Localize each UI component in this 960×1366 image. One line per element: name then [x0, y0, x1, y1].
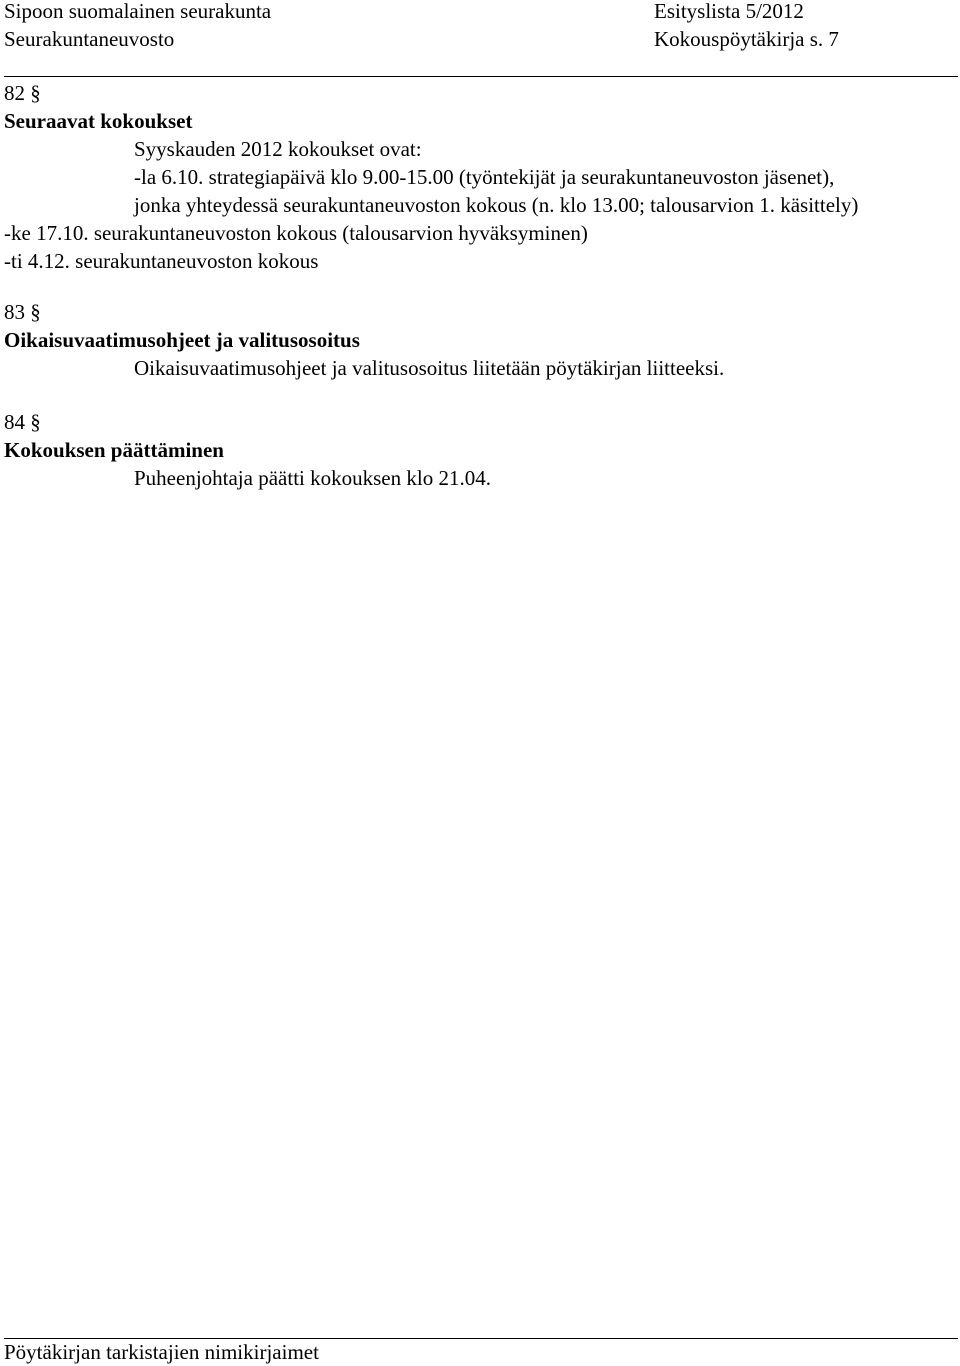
header-divider	[4, 76, 958, 77]
body-line: Puheenjohtaja päätti kokouksen klo 21.04.	[134, 466, 491, 490]
section-83	[4, 298, 956, 382]
section-number: 83 §	[4, 300, 41, 324]
body-line-meeting: -ti 4.12. seurakuntaneuvoston kokous	[4, 249, 319, 273]
section-body	[134, 464, 956, 492]
section-body	[134, 354, 956, 382]
section-title: Kokouksen päättäminen	[4, 438, 224, 462]
section-title: Oikaisuvaatimusohjeet ja valitusosoitus	[4, 328, 360, 352]
page-header	[4, 0, 956, 53]
body-line: Syyskauden 2012 kokoukset ovat:	[134, 137, 422, 161]
governing-body: Seurakuntaneuvosto	[4, 27, 175, 51]
body-line: Oikaisuvaatimusohjeet ja valitusosoitus liitetään pöytäkirjan liitteeksi.	[134, 356, 725, 380]
minutes-page-number: Kokouspöytäkirja s. 7	[654, 27, 839, 51]
body-line-meeting: -ke 17.10. seurakuntaneuvoston kokous (talousarvion hyväksyminen)	[4, 221, 588, 245]
body-line: -la 6.10. strategiapäivä klo 9.00-15.00 (työntekijät ja seurakuntaneuvoston jäsenet),	[134, 165, 835, 189]
organization-name: Sipoon suomalainen seurakunta	[4, 0, 272, 23]
section-title: Seuraavat kokoukset	[4, 109, 193, 133]
section-number: 82 §	[4, 81, 41, 105]
agenda-number: Esityslista 5/2012	[654, 0, 804, 23]
header-row-1	[4, 0, 956, 25]
section-84	[4, 408, 956, 492]
section-body	[134, 135, 956, 219]
body-line: jonka yhteydessä seurakuntaneuvoston kokous (n. klo 13.00; talousarvion 1. käsittely)	[134, 193, 859, 217]
section-82	[4, 79, 956, 275]
section-number: 84 §	[4, 410, 41, 434]
header-row-2	[4, 25, 956, 53]
signatures-label: Pöytäkirjan tarkistajien nimikirjaimet	[4, 1340, 319, 1364]
